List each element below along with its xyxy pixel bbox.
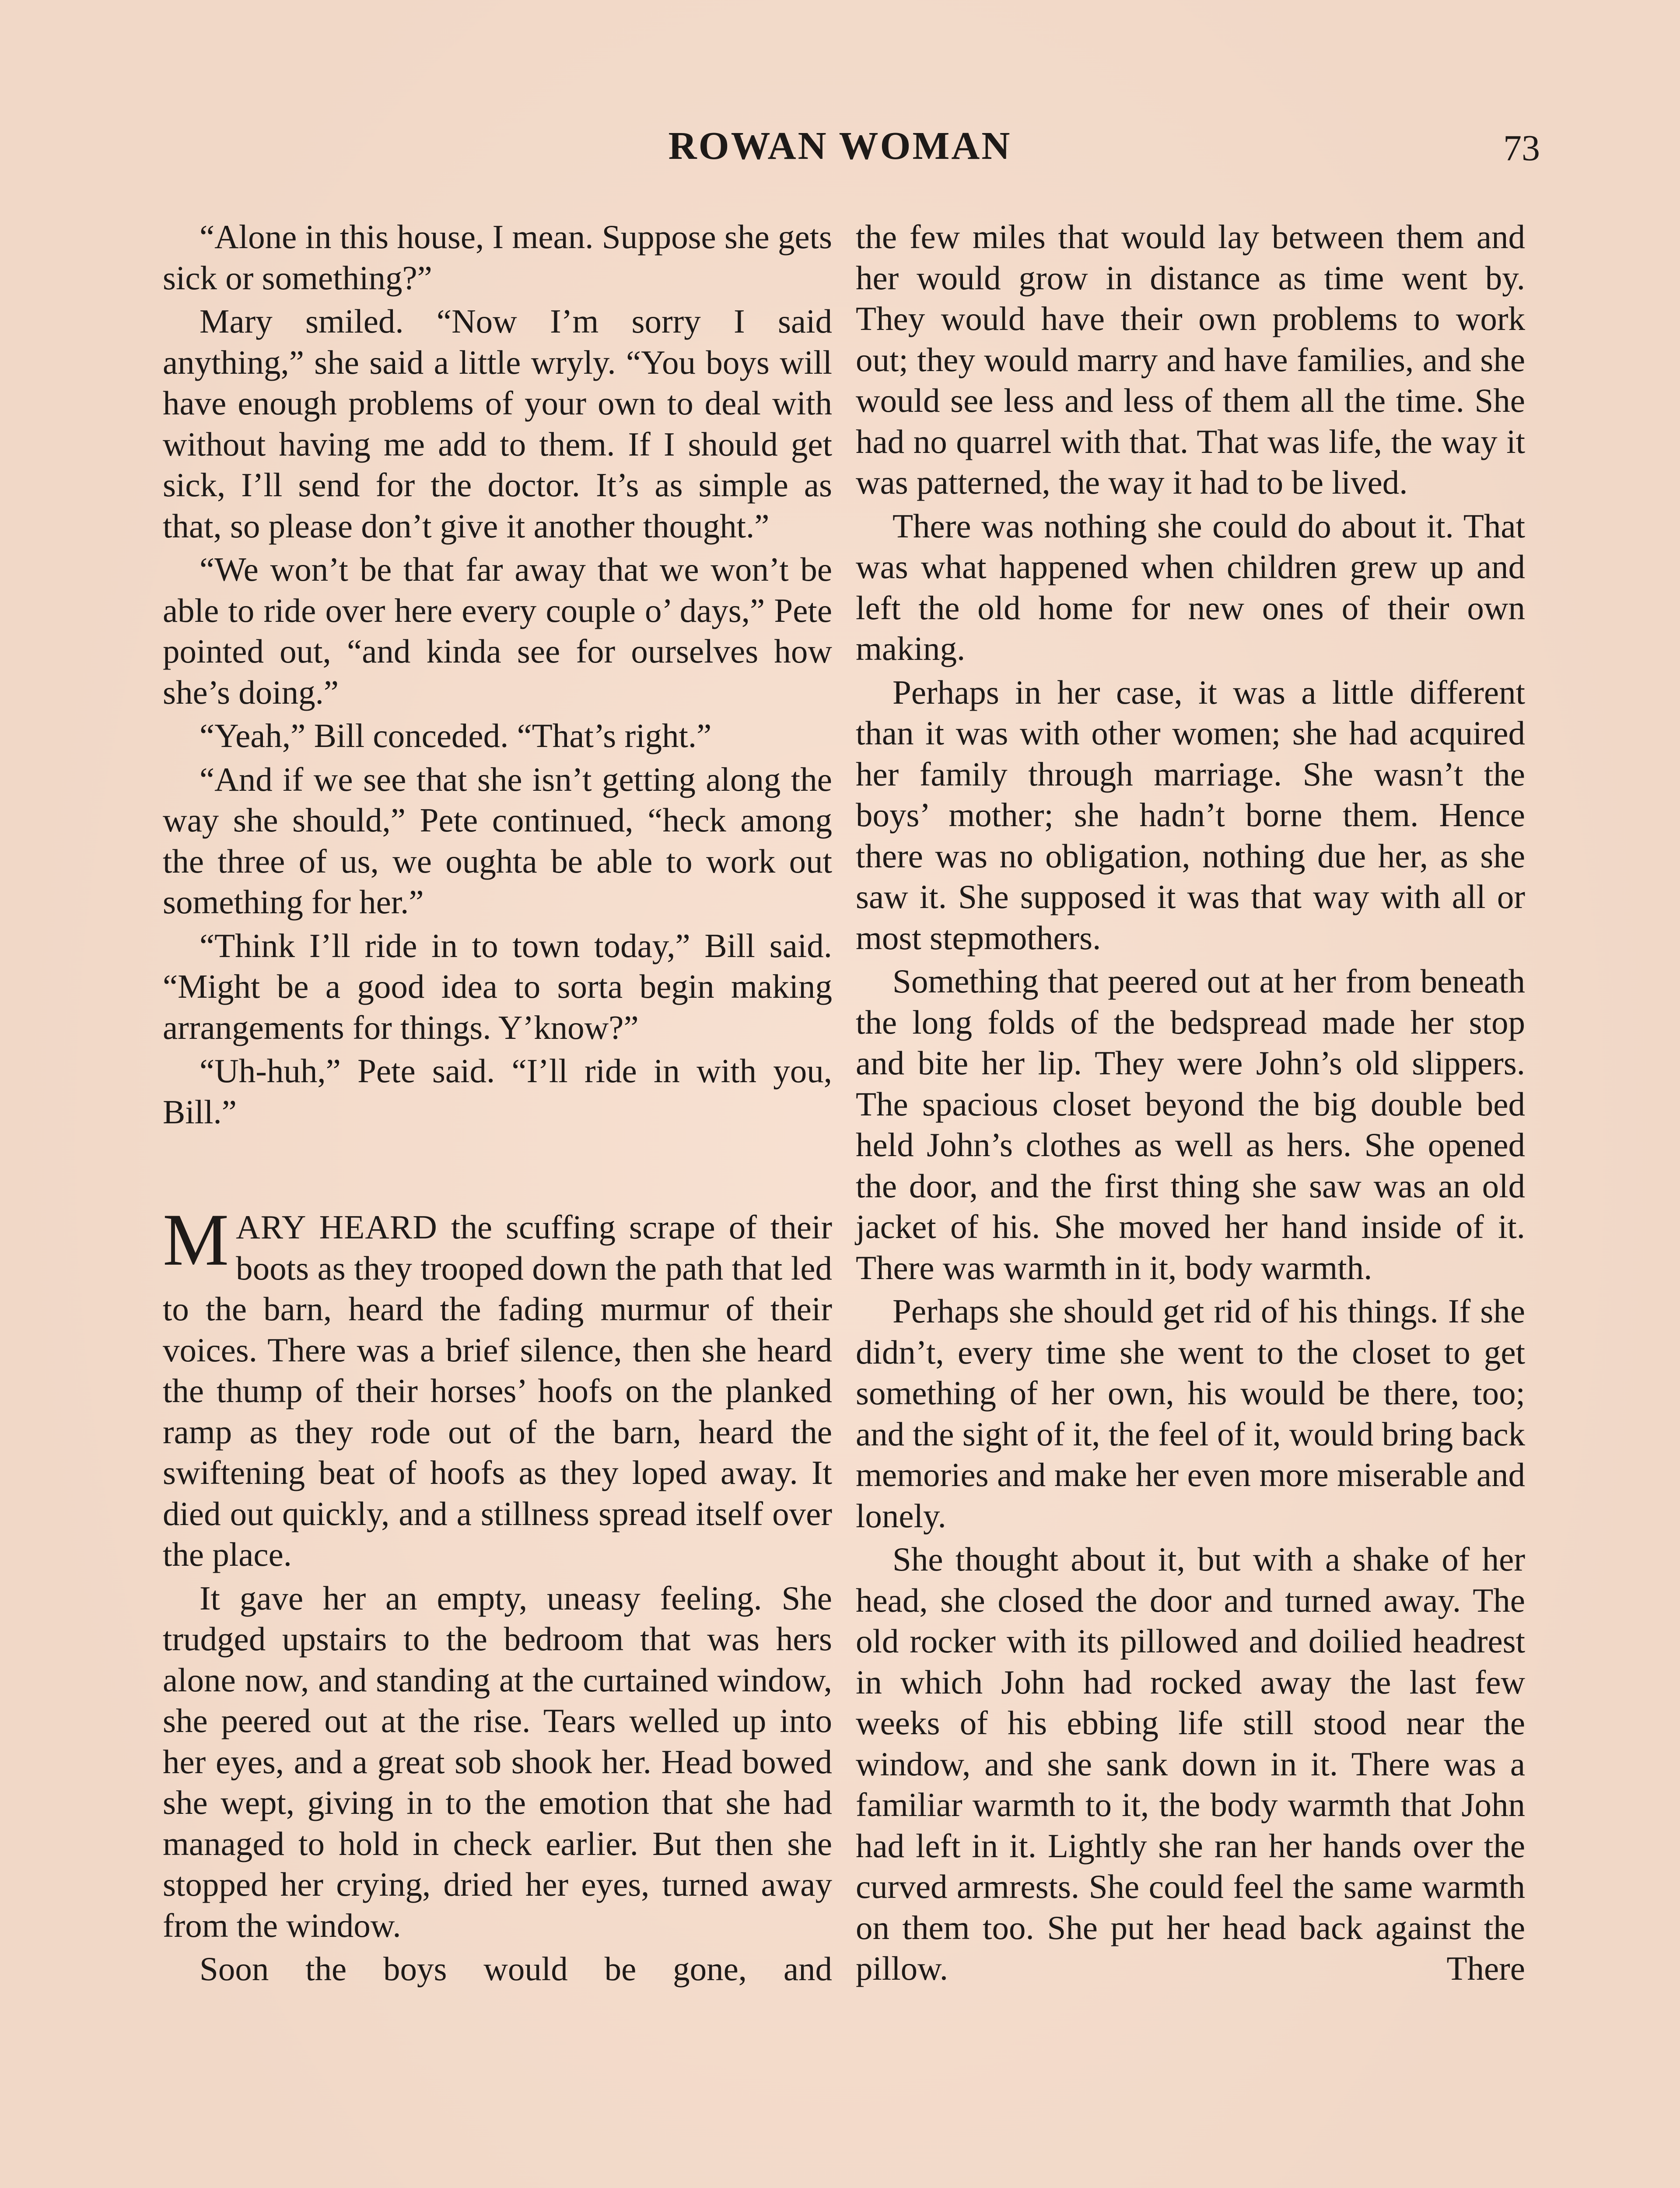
running-title: ROWAN WOMAN [668, 124, 1012, 168]
paragraph: Mary smiled. “Now I’m sorry I said anything,” she said a little wryly. “You boys will have enough problems of your own to deal with without having me add to them. If I should get sick, I’ll send for the doctor. It’s as simple as that, so please don’t give it another thought.” [163, 302, 832, 545]
lead-in-smallcaps: ARY HEARD [236, 1208, 438, 1246]
paragraph: There was nothing she could do about it. That was what happened when children grew up and left the old home for new ones of their own making. [856, 507, 1525, 667]
paragraph: “Think I’ll ride in to town today,” Bill said. “Might be a good idea to sorta begin making arrangements for things. Y’know?” [163, 926, 832, 1046]
paragraph: She thought about it, but with a shake of her head, she closed the door and turned away. The old rocker with its pillowed and doilied headrest in which John had rocked away the last few weeks of his ebbing life still stood near the window, and she sank down in it. There was a familiar warmth to it, the body warmth that John had left in it. Lightly she ran her hands over the curved armrests. She could feel the same warmth on them too. She put her head back against the pillow. There [856, 1540, 1525, 1987]
section-opening-paragraph [163, 1199, 832, 1575]
right-column [856, 217, 1525, 1989]
page-number: 73 [1503, 128, 1540, 168]
paragraph: “Uh-huh,” Pete said. “I’ll ride in with you, Bill.” [163, 1052, 832, 1131]
paragraph: Perhaps she should get rid of his things. If she didn’t, every time she went to the closet to get something of her own, his would be there, too; and the sight of it, the feel of it, would bring back memories and make her even more miserable and lonely. [856, 1292, 1525, 1535]
paragraph: “And if we see that she isn’t getting along the way she should,” Pete continued, “heck among the three of us, we oughta be able to work out something for her.” [163, 760, 832, 921]
paragraph: It gave her an empty, uneasy feeling. She trudged upstairs to the bedroom that was hers alone now, and standing at the curtained window, she peered out at the rise. Tears welled up into her eyes, and a great sob shook her. Head bowed she wept, giving in to the emotion that she had managed to hold in check earlier. But then she stopped her crying, dried her eyes, turned away from the window. [163, 1579, 832, 1944]
running-header [0, 123, 1680, 176]
left-column [163, 217, 832, 1990]
paragraph: the few miles that would lay between them and her would grow in distance as time went by. They would have their own problems to work out; they would marry and have families, and she would see less and less of them all the time. She had no quarrel with that. That was life, the way it was patterned, the way it had to be lived. [856, 218, 1525, 501]
paragraph-text: the scuffing scrape of their boots as they trooped down the path that led to the barn, heard the fading murmur of their voices. There was a brief silence, then she heard the thump of their horses’ hoofs on the planked ramp as they rode out of the barn, heard the swiftening beat of hoofs as they loped away. It died out quickly, and a stillness spread itself over the place. [163, 1208, 832, 1573]
paragraph: “We won’t be that far away that we won’t be able to ride over here every couple o’ days,” Pete pointed out, “and kinda see for ourselves how she’s doing.” [163, 551, 832, 711]
paragraph: Soon the boys would be gone, and [200, 1950, 832, 1988]
paragraph: Perhaps in her case, it was a little different than it was with other women; she had acquired her family through marriage. She wasn’t the boys’ mother; she hadn’t borne them. Hence there was no obligation, nothing due her, as she saw it. She supposed it was that way with all or most stepmothers. [856, 673, 1525, 957]
drop-cap: M [163, 1199, 229, 1281]
paragraph: Something that peered out at her from beneath the long folds of the bedspread made her stop and bite her lip. They were John’s old slippers. The spacious closet beyond the big double bed held John’s clothes as well as hers. She opened the door, and the first thing she saw was an old jacket of his. She moved her hand inside of it. There was warmth in it, body warmth. [856, 962, 1525, 1287]
paragraph: “Alone in this house, I mean. Suppose she gets sick or something?” [163, 218, 832, 297]
section-break [163, 1133, 832, 1207]
paragraph: “Yeah,” Bill conceded. “That’s right.” [200, 717, 712, 754]
